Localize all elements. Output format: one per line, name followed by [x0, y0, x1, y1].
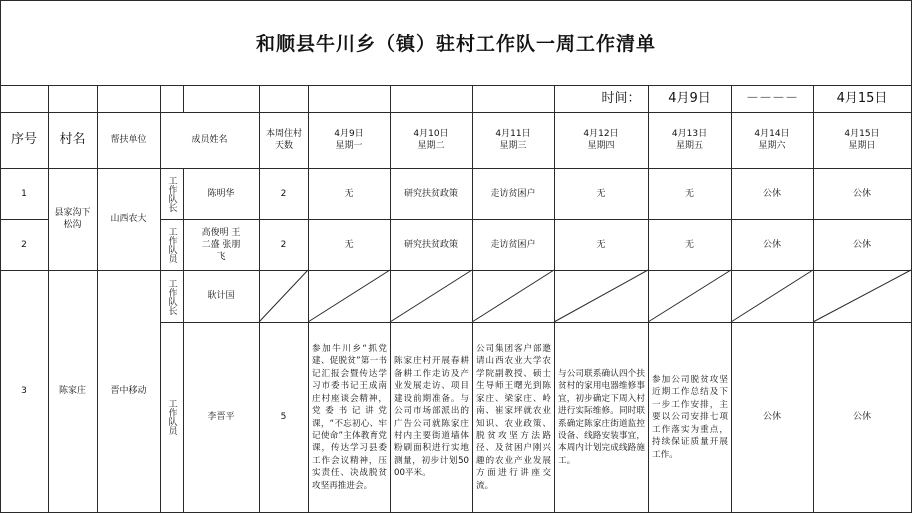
header-weekday: 星期五 [675, 141, 703, 151]
row-1-role: 工作队长 [166, 176, 177, 212]
header-index: 序号 [10, 132, 37, 147]
header-day-4 [554, 112, 648, 168]
row-3-tue: 陈家庄村开展春耕备耕工作走访及产业发展走访、项目建设前期准备。与公司市场部派出的广告公司就陈家庄村内主要街道墙体粉刷面积进行实地测量，初步计划5000平米。 [394, 356, 469, 479]
row-1-unit: 山西农大 [110, 214, 147, 224]
header-weekday: 星期一 [335, 141, 363, 151]
row-1-tue: 研究扶贫政策 [403, 188, 458, 199]
row-3-name: 李晋平 [207, 412, 235, 422]
row-3-thu: 与公司联系确认四个扶贫村的家用电器维修事宜，初步确定下周入村进行实际维修。同时联系确定陈家庄街道监控设备、线路安装事宜，本周内计划完成线路施工。 [558, 368, 645, 466]
header-day-2 [390, 112, 472, 168]
row-2-thu: 无 [596, 239, 606, 250]
header-weekday: 星期二 [417, 141, 445, 151]
header-day-1 [308, 112, 390, 168]
header-members: 成员姓名 [191, 135, 228, 145]
header-date: 4月9日 [334, 129, 364, 139]
header-day-6 [731, 112, 813, 168]
header-date: 4月15日 [844, 129, 880, 139]
row-3-fri: 参加公司脱贫攻坚近期工作总结及下一步工作安排，主要以公司安排七项工作落实为重点，持续保证质量开展工作。 [652, 375, 728, 460]
row-2-mon: 无 [344, 239, 354, 250]
row-2-role: 工作队员 [166, 227, 177, 263]
header-days: 本周住村天数 [265, 129, 302, 151]
header-unit: 帮扶单位 [110, 135, 147, 145]
header-date: 4月13日 [671, 129, 708, 139]
row-3-mon: 参加牛川乡“抓党建、促脱贫”第一书记汇报会暨传达学习市委书记王成南庄村座谈会精神，党委书记讲党课，“不忘初心、牢记使命”主体教育党课，传达学习县委工作会议精神，压实责任、决战脱贫攻坚再推进会。 [312, 344, 387, 491]
row-2-index: 2 [21, 239, 27, 250]
row-1-thu: 无 [596, 188, 606, 199]
row-2-fri: 无 [684, 239, 694, 250]
header-date: 4月14日 [754, 129, 790, 139]
row-2-sat: 公休 [762, 239, 781, 250]
header-date: 4月12日 [583, 129, 619, 139]
row-3-leader-role: 工作队长 [166, 278, 177, 315]
row-2-sun: 公休 [852, 239, 871, 250]
row-1-name: 陈明华 [207, 188, 235, 199]
time-label: 时间： [601, 90, 641, 106]
header-day-3 [472, 112, 554, 168]
header-weekday: 星期日 [848, 141, 876, 151]
row-1-fri: 无 [684, 188, 694, 199]
row-3-leader-name: 耿计国 [207, 291, 235, 301]
header-day-5 [648, 112, 731, 168]
row-1-village: 县家沟下松沟 [54, 208, 91, 230]
row-2-wed: 走访贫困户 [490, 239, 536, 250]
row-3-village: 陈家庄 [58, 386, 86, 396]
time-dash: －－－－ [745, 90, 798, 106]
row-3-unit: 晋中移动 [110, 386, 147, 396]
row-3-sun: 公休 [852, 412, 871, 422]
time-start: 4月9日 [668, 90, 711, 106]
header-weekday: 星期四 [587, 141, 615, 151]
row-3-role: 工作队员 [166, 399, 177, 435]
time-end: 4月15日 [836, 90, 888, 106]
row-1-wed: 走访贫困户 [490, 188, 536, 199]
header-day-7 [813, 112, 911, 168]
row-1-sun: 公休 [852, 188, 871, 199]
header-village: 村名 [59, 132, 86, 147]
header-date: 4月11日 [495, 129, 531, 139]
row-1-mon: 无 [344, 188, 354, 199]
row-3-index: 3 [21, 386, 27, 396]
row-2-name: 高俊明 王二盛 张朋飞 [201, 227, 241, 262]
row-1-days: 2 [280, 188, 287, 199]
header-weekday: 星期六 [758, 141, 786, 151]
row-1-index: 1 [21, 188, 27, 199]
row-3-sat: 公休 [762, 412, 781, 422]
row-2-days: 2 [280, 239, 287, 250]
row-3-days: 5 [280, 412, 287, 422]
header-weekday: 星期三 [499, 141, 527, 151]
row-2-tue: 研究扶贫政策 [403, 239, 458, 250]
row-1-sat: 公休 [762, 188, 781, 199]
row-3-wed: 公司集团客户部邀请山西农业大学农学院副教授、硕士生导师王曙光到陈家庄、梁家庄、岭南、崔家坪就农业知识、农业政策、脱贫攻坚方法路径、及贫困户刚兴趣的农业产业发展方面进行讲座交流。 [476, 344, 551, 491]
header-date: 4月10日 [413, 129, 449, 139]
page-title: 和顺县牛川乡（镇）驻村工作队一周工作清单 [255, 33, 656, 55]
